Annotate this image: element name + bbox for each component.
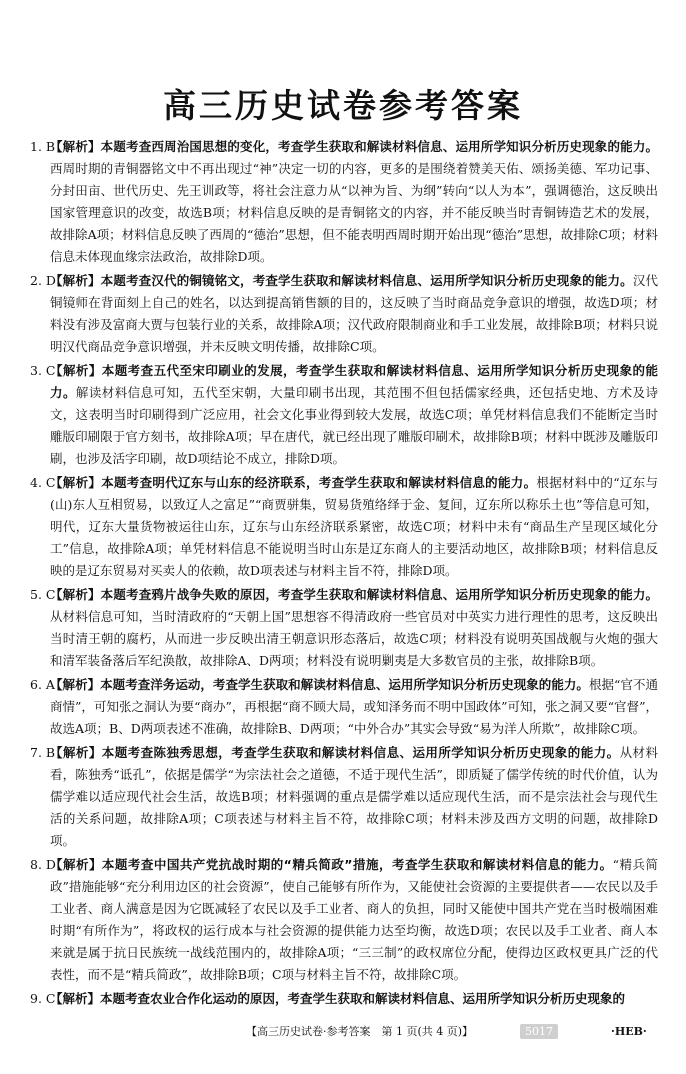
analysis-heading: 【解析】本题考查明代辽东与山东的经济联系，考查学生获取和解读材料信息的能力。 [50,475,537,490]
answer-item [30,988,658,1010]
answer-list [0,136,686,1012]
region-code: ·HEB· [611,1025,647,1038]
analysis-text: 根据“官不通商情”，可知张之洞认为要“商办”，再根据“商不顾大局，或知泽务而不明中国政体”可知，张之洞又要“官督”，故选A项；B、D两项表述不准确，故排除B、D两项；“中外合办”其实会导致“易为洋人所欺”，故排除C项。 [50,677,658,736]
analysis-text: 汉代铜镜师在背面刻上自己的姓名，以达到提高销售额的目的，这反映了当时商品竞争意识的增强，故选D项；材料没有涉及富商大贾与包装行业的关系，故排除A项；汉代政府限制商业和手工业发展，故排除B项；材料只说明汉代商品竞争意识增强，并未反映文明传播，故排除C项。 [50,273,658,354]
answer-item [30,360,658,470]
question-number: 2. D [30,273,56,288]
analysis-text: 解读材料信息可知，五代至宋朝，大量印刷书出现，其范围不但包括儒家经典，还包括史地、方术及诗文，这表明当时印刷得到广泛应用，社会文化事业得到较大发展，故选C项；单凭材料信息我们不能断定当时雕版印刷限于官方刻书，故排除A项；早在唐代，就已经出现了雕版印刷术，故排除B项；材料中既涉及雕版印刷，也涉及活字印刷，故D项结论不成立，排除D项。 [50,385,658,466]
page-title: 高三历史试卷参考答案 [163,86,523,125]
analysis-text: 从材料看，陈独秀“诋孔”，依据是儒学“为宗法社会之道德，不适于现代生活”，即质疑了儒学传统的时代价值，认为儒学难以适应现代社会生活，故选B项；材料强调的重点是儒学难以适应现代生活，而不是宗法社会与现代生活的关系问题，故排除A项；C项表述与材料主旨不符，故排除C项；材料未涉及西方文明的问题，故排除D项。 [50,745,658,848]
exam-code-badge: 5017 [520,1024,558,1039]
analysis-text: 西周时期的青铜器铭文中不再出现过“神”决定一切的内容，更多的是围绕着赞美天佑、颂扬美德、军功记事、分封田亩、世代历史、先王训政等，将社会注意力从“以神为旨、为纲”转向“以人为本”，强调德治，这反映出国家管理意识的改变，故选B项；材料信息反映的是青铜铭文的内容，并不能反映当时青铜铸造艺术的发展，故排除A项；材料信息反映了西周的“德治”思想，但不能表明西周时期开始出现“德治”思想，故排除C项；材料信息未体现血缘宗法政治，故排除D项。 [50,161,658,264]
question-number: 4. C [30,475,56,490]
question-number: 9. C [30,991,56,1006]
answer-item [30,270,658,358]
page-footer [0,1022,686,1042]
analysis-heading: 【解析】本题考查鸦片战争失败的原因，考查学生获取和解读材料信息、运用所学知识分析历史现象的能力。 [50,587,658,602]
answer-item [30,584,658,672]
analysis-heading: 【解析】本题考查五代至宋印刷业的发展，考查学生获取和解读材料信息、运用所学知识分析历史现象的能力。 [50,363,658,400]
answer-item [30,136,658,268]
analysis-text: “精兵简政”措施能够“充分利用边区的社会资源”，使自己能够有所作为，又能使社会资源的主要提供者——农民以及手工业者、商人满意是因为它既减轻了农民以及手工业者、商人的负担，同时又能使中国共产党在当时极端困难时期“有所作为”，将政权的运行成本与社会资源的提供能力达至均衡，故选D项；农民以及手工业者、商人本来就是属于抗日民族统一战线范围内的，故排除A项；“三三制”的政权席位分配，使得边区政权更具广泛的代表性，而不是“精兵简政”，故排除B项；C项与材料主旨不符，故排除C项。 [50,857,659,982]
analysis-text: 从材料信息可知，当时清政府的“天朝上国”思想容不得清政府一些官员对中英实力进行理性的思考，这反映出当时清王朝的腐朽，从而进一步反映出清王朝意识形态落后，故选C项；材料没有说明英国战舰与火炮的强大和清军装备落后军纪涣散，故排除A、D两项；材料没有说明剿夷是大多数官员的主张，故排除B项。 [50,609,658,668]
question-number: 7. B [30,745,56,760]
analysis-heading: 【解析】本题考查洋务运动，考查学生获取和解读材料信息、运用所学知识分析历史现象的能力。 [50,677,589,692]
footer-page-info: 【高三历史试卷·参考答案 第 1 页(共 4 页)】 [246,1025,474,1038]
question-number: 6. A [30,677,55,692]
analysis-heading: 【解析】本题考查中国共产党抗战时期的“精兵简政”措施，考查学生获取和解读材料信息的能力。 [50,857,613,872]
answer-item [30,674,658,740]
question-number: 1. B [30,139,56,154]
question-number: 8. D [30,857,56,872]
analysis-text: 根据材料中的“辽东与(山)东人互相贸易，以致辽人之富足”“商贾骈集，贸易货殖络绎于金、复间，辽东所以称乐土也”等信息可知，明代，辽东大量货物被运往山东，辽东与山东经济联系紧密，故选C项；材料中未有“商品生产呈现区域化分工”信息，故排除A项；单凭材料信息不能说明当时山东是辽东商人的主要活动地区，故排除B项；材料信息反映的是辽东贸易对买卖人的依赖，故D项表述与材料主旨不符，排除D项。 [50,475,658,578]
answer-item [30,472,658,582]
analysis-heading: 【解析】本题考查农业合作化运动的原因，考查学生获取和解读材料信息、运用所学知识分析历史现象的 [50,991,626,1006]
answer-item [30,854,659,986]
question-number: 3. C [30,363,56,378]
answer-item [30,742,658,852]
analysis-heading: 【解析】本题考查汉代的铜镜铭文，考查学生获取和解读材料信息、运用所学知识分析历史现象的能力。 [50,273,633,288]
analysis-heading: 【解析】本题考查西周治国思想的变化，考查学生获取和解读材料信息、运用所学知识分析历史现象的能力。 [50,139,658,154]
analysis-heading: 【解析】本题考查陈独秀思想，考查学生获取和解读材料信息、运用所学知识分析历史现象的能力。 [50,745,620,760]
question-number: 5. C [30,587,56,602]
